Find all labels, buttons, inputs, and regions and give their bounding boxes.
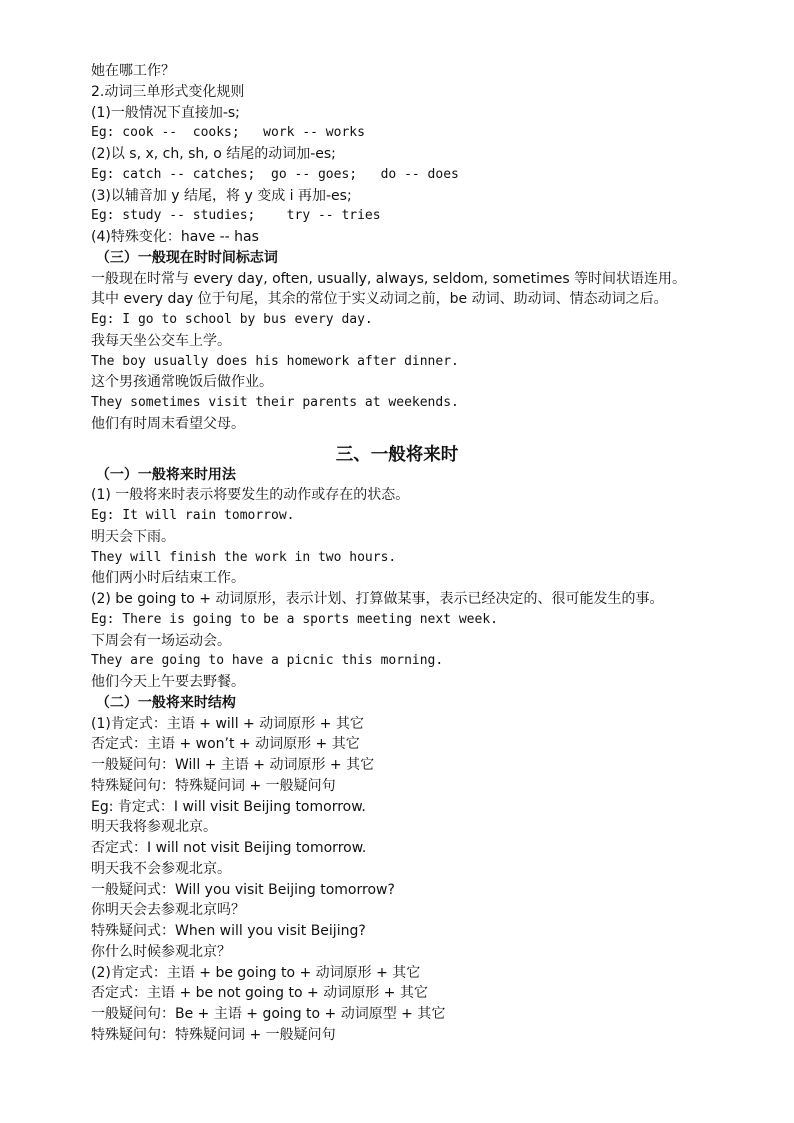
text-line: 否定式：主语 + won’t + 动词原形 + 其它: [91, 736, 360, 753]
text-line: 否定式：I will not visit Beijing tomorrow.: [91, 840, 367, 856]
subsection-heading: （三）一般现在时时间标志词: [91, 249, 278, 266]
text-line: 特殊疑问式：When will you visit Beijing?: [91, 923, 366, 939]
text-line: Eg: 肯定式：I will visit Beijing tomorrow.: [91, 798, 366, 815]
text-line: Eg: cook -- cooks; work -- works: [91, 125, 365, 141]
text-line: 一般疑问式：Will you visit Beijing tomorrow?: [91, 881, 395, 898]
text-line: They sometimes visit their parents at weekends.: [91, 395, 459, 410]
text-line: Eg: It will rain tomorrow.: [91, 508, 295, 523]
text-line: (1)一般情况下直接加-s;: [91, 104, 240, 121]
text-line: 一般疑问句：Will + 主语 + 动词原形 + 其它: [91, 757, 375, 773]
text-line: 你明天会去参观北京吗？: [91, 902, 245, 919]
text-line: Eg: There is going to be a sports meeting next week.: [91, 611, 498, 627]
text-line: 这个男孩通常晚饭后做作业。: [91, 374, 273, 391]
text-line: (1)肯定式：主语 + will + 动词原形 + 其它: [91, 715, 364, 732]
section-3-body: [91, 465, 771, 1046]
text-line: (2) be going to + 动词原形，表示计划、打算做某事，表示已经决定的、很可能发生的事。: [91, 591, 664, 607]
text-line: (2)肯定式：主语 + be going to + 动词原形 + 其它: [91, 964, 421, 981]
section-2-tail: [91, 61, 771, 435]
text-line: 一般现在时常与 every day, often, usually, always, seldom, sometimes 等时间状语连用。: [91, 270, 687, 287]
text-line: Eg: I go to school by bus every day.: [91, 312, 373, 327]
section-3-title: 三、一般将来时: [335, 444, 459, 465]
text-line: 他们两小时后结束工作。: [91, 570, 245, 587]
text-line: The boy usually does his homework after dinner.: [91, 353, 459, 369]
text-line: 明天我将参观北京。: [91, 819, 217, 836]
text-line: (1) 一般将来时表示将要发生的动作或存在的状态。: [91, 487, 410, 504]
text-line: (3)以辅音加 y 结尾，将 y 变成 i 再加-es;: [91, 187, 352, 204]
text-line: 否定式：主语 + be not going to + 动词原形 + 其它: [91, 985, 428, 1002]
text-line: 明天我不会参观北京。: [91, 860, 231, 877]
text-line: (2)以 s, x, ch, sh, o 结尾的动词加-es;: [91, 146, 336, 162]
text-line: 他们有时周末看望父母。: [91, 415, 245, 432]
text-line: 其中 every day 位于句尾，其余的常位于实义动词之前，be 动词、助动词、情态动词之后。: [91, 291, 668, 308]
text-line: 下周会有一场运动会。: [91, 632, 231, 649]
text-line: 你什么时候参观北京？: [91, 943, 231, 960]
text-line: (4)特殊变化：have -- has: [91, 229, 259, 245]
text-line: Eg: catch -- catches; go -- goes; do -- does: [91, 166, 459, 182]
text-line: 特殊疑问句：特殊疑问词 + 一般疑问句: [91, 1026, 336, 1043]
text-line: They are going to have a picnic this morning.: [91, 653, 444, 669]
text-line: 她在哪工作？: [91, 63, 175, 79]
text-line: 明天会下雨。: [91, 528, 175, 545]
document-page: [91, 61, 771, 1046]
text-line: 特殊疑问句：特殊疑问词 + 一般疑问句: [91, 777, 336, 794]
text-line: 2.动词三单形式变化规则: [91, 83, 245, 100]
text-line: Eg: study -- studies; try -- tries: [91, 208, 381, 224]
text-line: 一般疑问句：Be + 主语 + going to + 动词原型 + 其它: [91, 1006, 446, 1022]
text-line: 他们今天上午要去野餐。: [91, 674, 245, 690]
text-line: They will finish the work in two hours.: [91, 549, 397, 565]
text-line: 我每天坐公交车上学。: [91, 332, 231, 349]
subsection-heading: （一）一般将来时用法: [91, 466, 236, 483]
subsection-heading: （二）一般将来时结构: [91, 694, 236, 711]
